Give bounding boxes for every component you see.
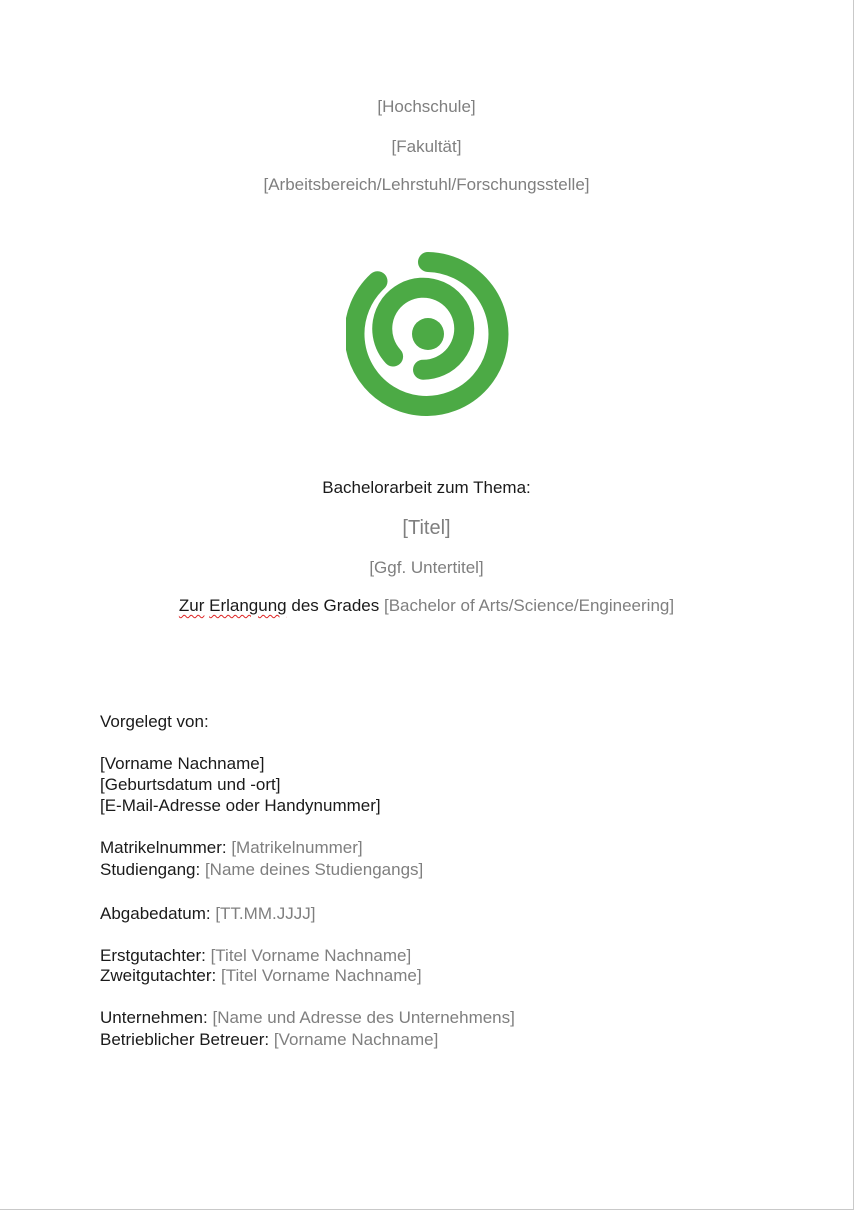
due-date-placeholder[interactable]: [TT.MM.JJJJ] [215,904,316,923]
second-reviewer-placeholder[interactable]: [Titel Vorname Nachname] [220,966,422,985]
spiral-logo-icon [346,252,510,416]
author-name-placeholder[interactable]: [Vorname Nachname] [100,754,265,773]
contact-placeholder[interactable]: [E-Mail-Adresse oder Handynummer] [100,796,381,815]
birth-placeholder[interactable]: [Geburtsdatum und -ort] [100,775,281,794]
department-placeholder[interactable]: [Arbeitsbereich/Lehrstuhl/Forschungsstelle] [263,175,590,194]
due-date-line [100,904,315,924]
company-label: Unternehmen: [100,1008,208,1027]
supervisor-label: Betrieblicher Betreuer: [100,1030,270,1049]
thesis-heading: Bachelorarbeit zum Thema: [322,478,531,497]
thesis-subtitle-placeholder[interactable]: [Ggf. Untertitel] [369,558,484,577]
company-line [100,1008,515,1028]
supervisor-placeholder[interactable]: [Vorname Nachname] [273,1030,439,1049]
program-placeholder[interactable]: [Name deines Studiengangs] [204,860,424,879]
university-placeholder[interactable]: [Hochschule] [377,97,476,116]
degree-placeholder[interactable]: [Bachelor of Arts/Science/Engineering] [383,596,675,615]
due-date-label: Abgabedatum: [100,904,211,923]
matriculation-placeholder[interactable]: [Matrikelnummer] [231,838,363,857]
first-reviewer-line [100,946,411,966]
faculty-placeholder[interactable]: [Fakultät] [391,137,462,156]
company-placeholder[interactable]: [Name und Adresse des Unternehmens] [212,1008,515,1027]
spellcheck-word[interactable]: Zur [178,596,205,615]
first-reviewer-label: Erstgutachter: [100,946,206,965]
second-reviewer-label: Zweitgutachter: [100,966,217,985]
matriculation-label: Matrikelnummer: [100,838,227,857]
submitted-by-label: Vorgelegt von: [100,712,209,731]
first-reviewer-placeholder[interactable]: [Titel Vorname Nachname] [210,946,412,965]
second-reviewer-line [100,966,422,986]
thesis-title-placeholder[interactable]: [Titel] [402,517,451,539]
spellcheck-word[interactable]: Erlangung [209,596,287,615]
degree-line [0,596,853,616]
matriculation-line [100,838,363,858]
program-line [100,860,423,880]
degree-prefix-text: des Grades [286,596,384,615]
program-label: Studiengang: [100,860,201,879]
supervisor-line [100,1030,438,1050]
